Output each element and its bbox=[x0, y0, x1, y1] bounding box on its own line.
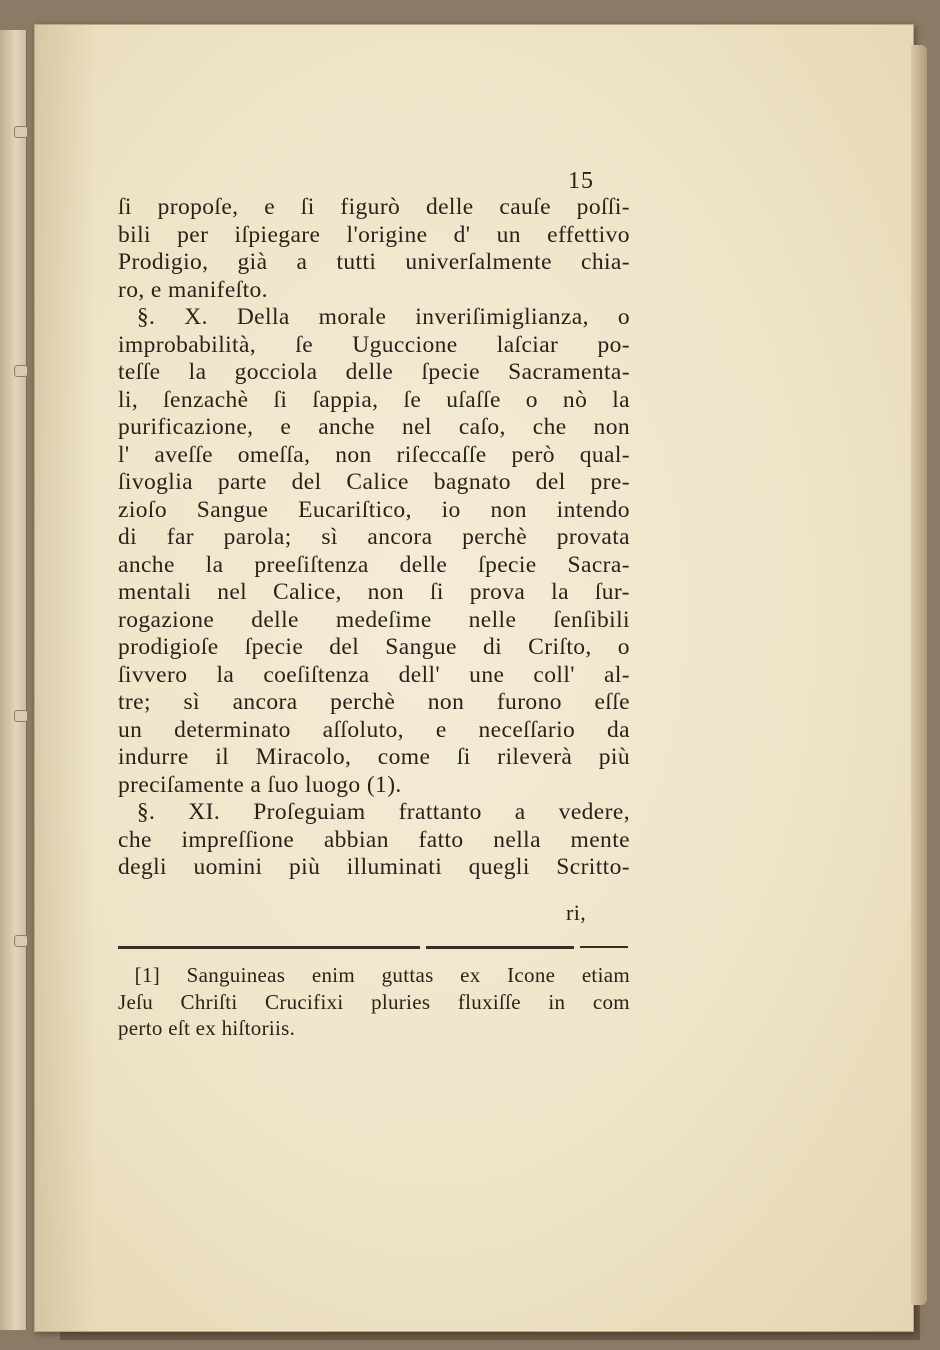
text-line: preciſamente a ſuo luogo (1). bbox=[118, 771, 402, 798]
text-line: anche la preeſiſtenza delle ſpecie Sacra- bbox=[118, 551, 630, 578]
catchword: ri, bbox=[566, 900, 587, 925]
binding-stitch bbox=[14, 710, 28, 722]
text-line: prodigioſe ſpecie del Sangue di Criſto, o bbox=[118, 634, 630, 660]
footnote-line: Jeſu Chriſti Crucifixi pluries fluxiſſe in com bbox=[118, 989, 630, 1014]
text-line: di far parola; sì ancora perchè provata bbox=[118, 524, 630, 550]
text-line: ſivoglia parte del Calice bagnato del pre- bbox=[118, 469, 630, 495]
left-page-edge bbox=[0, 30, 27, 1330]
text-line: l' aveſſe omeſſa, non riſeccaſſe però qual- bbox=[118, 441, 630, 468]
text-line: ſi propoſe, e ſi figurò delle cauſe poſſi- bbox=[118, 194, 630, 220]
text-line: che impreſſione abbian fatto nella mente bbox=[118, 826, 630, 853]
footnote-rule bbox=[118, 946, 420, 949]
text-line: ro, e manifeſto. bbox=[118, 276, 268, 303]
binding-stitch bbox=[14, 126, 28, 138]
footnote-line: perto eſt ex hiſtoriis. bbox=[118, 1016, 296, 1040]
text-line: un determinato aſſoluto, e neceſſario da bbox=[118, 716, 630, 743]
binding-stitch bbox=[14, 365, 28, 377]
text-line: zioſo Sangue Eucariſtico, io non intendo bbox=[118, 496, 630, 523]
footnote-rule bbox=[580, 946, 628, 948]
body-text bbox=[118, 194, 630, 882]
page-fore-edge bbox=[911, 45, 927, 1305]
binding-stitch bbox=[14, 935, 28, 947]
text-line: tre; sì ancora perchè non furono eſſe bbox=[118, 689, 630, 715]
gutter-shadow bbox=[35, 25, 95, 1331]
text-line: §. X. Della morale inveriſimiglianza, o bbox=[118, 304, 630, 330]
footnote-rule bbox=[426, 946, 574, 949]
text-line: ſivvero la coeſiſtenza dell' une coll' al- bbox=[118, 661, 630, 688]
text-line: improbabilità, ſe Uguccione laſciar po- bbox=[118, 331, 630, 358]
footnote bbox=[118, 962, 630, 1042]
text-line: degli uomini più illuminati quegli Scritto- bbox=[118, 854, 630, 880]
text-line: indurre il Miracolo, come ſi rileverà più bbox=[118, 744, 630, 770]
text-line: mentali nel Calice, non ſi prova la ſur- bbox=[118, 579, 630, 605]
text-line: purificazione, e anche nel caſo, che non bbox=[118, 414, 630, 440]
text-line: teſſe la gocciola delle ſpecie Sacramenta- bbox=[118, 359, 630, 385]
text-line: Prodigio, già a tutti univerſalmente chia- bbox=[118, 249, 630, 275]
footnote-line: [1] Sanguineas enim guttas ex Icone etiam bbox=[118, 963, 630, 987]
page-number: 15 bbox=[568, 168, 594, 194]
text-line: §. XI. Proſeguiam frattanto a vedere, bbox=[118, 799, 630, 825]
text-line: rogazione delle medeſime nelle ſenſibili bbox=[118, 606, 630, 633]
text-line: li, ſenzachè ſi ſappia, ſe uſaſſe o nò la bbox=[118, 386, 630, 413]
text-line: bili per iſpiegare l'origine d' un effettivo bbox=[118, 221, 630, 248]
